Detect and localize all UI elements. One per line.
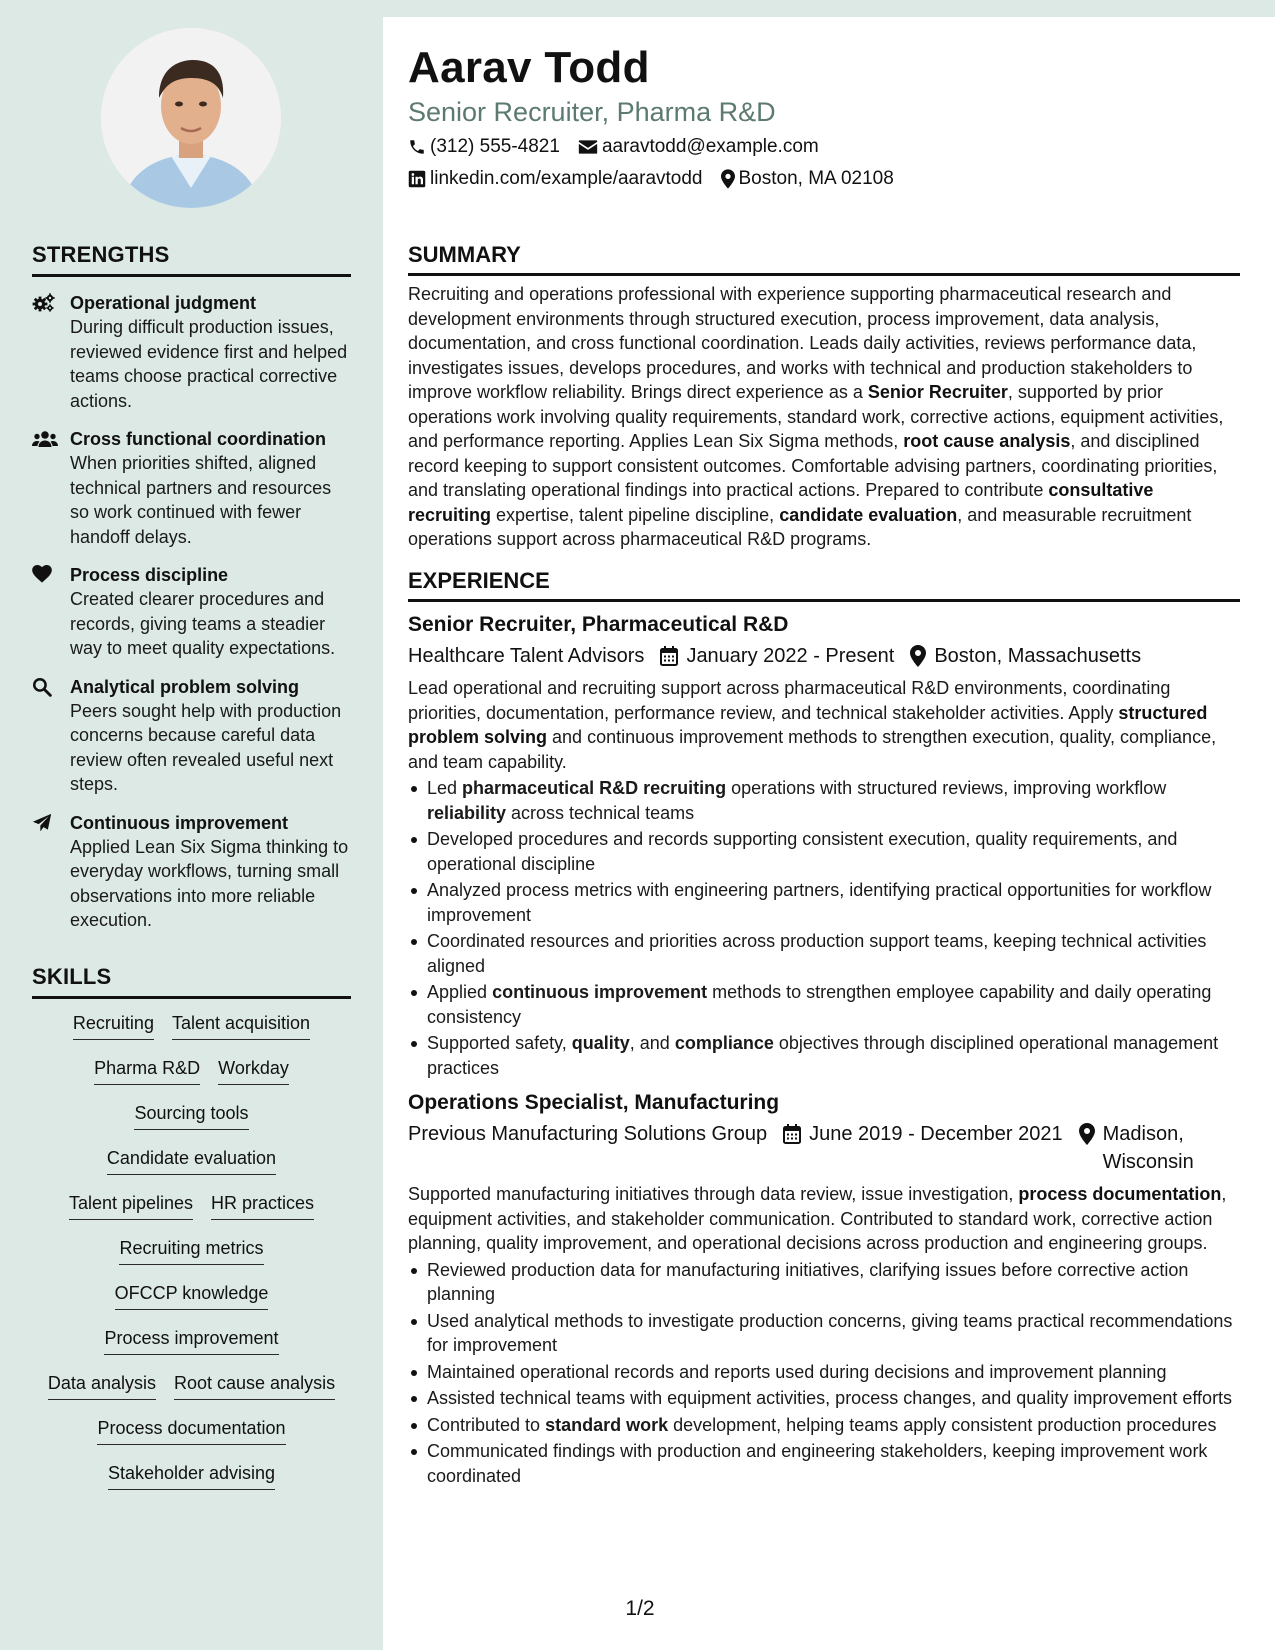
map-marker-icon bbox=[910, 645, 926, 667]
skill-row bbox=[32, 1191, 351, 1236]
resume-header bbox=[408, 40, 1240, 193]
job-dates-item bbox=[783, 1120, 1063, 1148]
strength-title: Operational judgment bbox=[70, 293, 257, 313]
calendar-icon bbox=[783, 1124, 801, 1144]
paper-plane-icon bbox=[32, 811, 70, 933]
skill-row bbox=[32, 1371, 351, 1416]
strength-desc: When priorities shifted, aligned technical partners and resources so work continued with fewer handoff delays. bbox=[70, 453, 332, 547]
strength-body bbox=[70, 427, 351, 549]
page-number: 1/2 bbox=[625, 1597, 655, 1620]
skill-tag: HR practices bbox=[211, 1191, 314, 1220]
job-entry bbox=[408, 610, 1240, 1080]
skill-tag: Pharma R&D bbox=[94, 1056, 200, 1085]
skill-row bbox=[32, 1146, 351, 1191]
strength-title: Process discipline bbox=[70, 565, 229, 585]
job-company: Previous Manufacturing Solutions Group bbox=[408, 1123, 768, 1145]
skills-section bbox=[32, 964, 351, 1506]
strength-desc: Peers sought help with production concerns because careful data review often revealed useful next steps. bbox=[70, 700, 342, 794]
skill-row bbox=[32, 1236, 351, 1281]
map-marker-icon bbox=[721, 169, 735, 189]
skill-tag: Data analysis bbox=[48, 1371, 156, 1400]
strength-desc: Created clearer procedures and records, giving teams a steadier way to meet quality expectations. bbox=[70, 589, 336, 658]
skill-tag: Workday bbox=[218, 1056, 289, 1085]
job-location: Madison, Wisconsin bbox=[1102, 1123, 1194, 1173]
skill-tag: Recruiting metrics bbox=[119, 1236, 263, 1265]
job-dates: June 2019 - December 2021 bbox=[809, 1123, 1063, 1145]
job-bullet: Maintained operational records and reports used during decisions and improvement planning bbox=[408, 1360, 1240, 1385]
skill-row bbox=[32, 1461, 351, 1506]
strength-body bbox=[70, 811, 351, 933]
job-bullet: Assisted technical teams with equipment activities, process changes, and quality improvement efforts bbox=[408, 1386, 1240, 1411]
candidate-name: Aarav Todd bbox=[408, 43, 650, 92]
job-dates: January 2022 - Present bbox=[686, 645, 895, 667]
skill-tag: Stakeholder advising bbox=[108, 1461, 275, 1490]
job-bullet: Led pharmaceutical R&D recruiting operations with structured reviews, improving workflow reliability across technical teams bbox=[408, 776, 1240, 825]
job-dates-item bbox=[660, 642, 894, 670]
skill-row bbox=[32, 1056, 351, 1101]
job-title: Operations Specialist, Manufacturing bbox=[408, 1091, 780, 1114]
phone-contact bbox=[408, 133, 560, 161]
location-contact bbox=[721, 165, 894, 193]
phone-icon bbox=[408, 138, 426, 156]
skills-heading: SKILLS bbox=[32, 964, 351, 999]
job-bullets bbox=[408, 776, 1240, 1080]
strength-item bbox=[32, 811, 351, 933]
job-location: Boston, Massachusetts bbox=[934, 645, 1142, 667]
job-bullet: Contributed to standard work development, helping teams apply consistent production procedures bbox=[408, 1413, 1240, 1438]
envelope-icon bbox=[578, 138, 598, 156]
job-entry bbox=[408, 1088, 1240, 1488]
strength-body bbox=[70, 675, 351, 797]
skill-row bbox=[32, 1416, 351, 1461]
candidate-role: Senior Recruiter, Pharma R&D bbox=[408, 97, 776, 127]
users-icon bbox=[32, 427, 70, 549]
job-intro: Lead operational and recruiting support across pharmaceutical R&D environments, coordinating priorities, documentation, performance review, and technical stakeholder activities. Apply structured problem solving and continuous improvement methods to strengthen execution, quality, compliance, and team capability. bbox=[408, 678, 1217, 772]
strength-item bbox=[32, 427, 351, 549]
location-text: Boston, MA 02108 bbox=[738, 168, 894, 189]
job-bullet: Coordinated resources and priorities across production support teams, keeping technical activities aligned bbox=[408, 929, 1240, 978]
strength-body bbox=[70, 291, 351, 413]
skill-row bbox=[32, 1101, 351, 1146]
job-company: Healthcare Talent Advisors bbox=[408, 645, 645, 667]
job-bullet: Applied continuous improvement methods to strengthen employee capability and daily operating consistency bbox=[408, 980, 1240, 1029]
job-bullet: Analyzed process metrics with engineering partners, identifying practical opportunities for workflow improvement bbox=[408, 878, 1240, 927]
email-contact[interactable] bbox=[578, 133, 819, 161]
experience-section bbox=[408, 568, 1240, 1490]
skill-tag: Talent acquisition bbox=[172, 1011, 310, 1040]
job-location-item bbox=[910, 642, 1141, 670]
summary-heading: SUMMARY bbox=[408, 242, 1240, 276]
strength-title: Continuous improvement bbox=[70, 812, 289, 833]
job-meta bbox=[408, 642, 1240, 670]
strength-desc: Applied Lean Six Sigma thinking to everyday workflows, turning small observations into more reliable execution. bbox=[70, 836, 349, 930]
experience-heading: EXPERIENCE bbox=[408, 568, 1240, 602]
strength-item bbox=[32, 291, 351, 413]
job-intro: Supported manufacturing initiatives through data review, issue investigation, process documentation, equipment activities, and stakeholder communication. Contributed to standard work, corrective action planning, quality improvement, and operational decisions across production and engineering groups. bbox=[408, 1184, 1227, 1253]
gears-icon bbox=[32, 291, 70, 413]
linkedin-text: linkedin.com/example/aaravtodd bbox=[430, 168, 703, 189]
job-title: Senior Recruiter, Pharmaceutical R&D bbox=[408, 613, 789, 636]
job-bullets bbox=[408, 1258, 1240, 1489]
job-bullet: Used analytical methods to investigate production concerns, giving teams practical recommendations for improvement bbox=[408, 1309, 1240, 1358]
job-bullet: Communicated findings with production and engineering stakeholders, keeping improvement work coordinated bbox=[408, 1439, 1240, 1488]
skill-row bbox=[32, 1326, 351, 1371]
calendar-icon bbox=[660, 646, 678, 666]
strength-title: Cross functional coordination bbox=[70, 429, 327, 449]
job-location-item bbox=[1079, 1120, 1199, 1176]
profile-photo bbox=[101, 28, 281, 208]
heart-icon bbox=[32, 563, 70, 661]
linkedin-icon bbox=[408, 170, 426, 188]
skill-tag: Talent pipelines bbox=[69, 1191, 193, 1220]
job-bullet: Developed procedures and records supporting consistent execution, quality requirements, and operational discipline bbox=[408, 827, 1240, 876]
summary-section bbox=[408, 242, 1240, 552]
skill-tag: Process improvement bbox=[104, 1326, 278, 1355]
job-meta bbox=[408, 1120, 1240, 1176]
summary-text: Recruiting and operations professional with experience supporting pharmaceutical research and development environments through structured execution, process improvement, data analysis, documentation, and cross functional coordination. Leads daily activities, reviews performance data, investigates issues, develops procedures, and works with technical and production stakeholders to improve workflow reliability. Brings direct experience as a Senior Recruiter, supported by prior operations work involving quality requirements, standard work, corrective actions, equipment activities, and performance reporting. Applies Lean Six Sigma methods, root cause analysis, and disciplined record keeping to support consistent outcomes. Comfortable advising partners, coordinating priorities, and translating operational findings into practical actions. Prepared to contribute consultative recruiting expertise, talent pipeline discipline, candidate evaluation, and measurable recruitment operations support across pharmaceutical R&D programs. bbox=[408, 284, 1224, 549]
search-icon bbox=[32, 675, 70, 797]
contact-line-2 bbox=[408, 165, 1240, 193]
strength-item bbox=[32, 563, 351, 661]
skill-tag: OFCCP knowledge bbox=[115, 1281, 269, 1310]
phone-text: (312) 555-4821 bbox=[430, 136, 560, 157]
job-bullet: Reviewed production data for manufacturing initiatives, clarifying issues before corrective action planning bbox=[408, 1258, 1240, 1307]
strength-title: Analytical problem solving bbox=[70, 676, 300, 697]
map-marker-icon bbox=[1079, 1123, 1095, 1145]
job-bullet: Supported safety, quality, and compliance objectives through disciplined operational management practices bbox=[408, 1031, 1240, 1080]
skill-row bbox=[32, 1011, 351, 1056]
skill-tag: Process documentation bbox=[97, 1416, 285, 1445]
strength-body bbox=[70, 563, 351, 661]
skill-row bbox=[32, 1281, 351, 1326]
strengths-heading: STRENGTHS bbox=[32, 242, 351, 277]
top-band bbox=[383, 0, 1275, 17]
skill-tag: Root cause analysis bbox=[174, 1371, 335, 1400]
skill-tag: Sourcing tools bbox=[134, 1101, 248, 1130]
skill-tag: Recruiting bbox=[73, 1011, 154, 1040]
strength-item bbox=[32, 675, 351, 797]
skill-tag: Candidate evaluation bbox=[107, 1146, 276, 1175]
strengths-section bbox=[32, 242, 351, 933]
linkedin-contact[interactable] bbox=[408, 165, 703, 193]
email-text: aaravtodd@example.com bbox=[601, 136, 819, 157]
strength-desc: During difficult production issues, reviewed evidence first and helped teams choose practical corrective actions. bbox=[70, 317, 348, 411]
contact-line-1 bbox=[408, 133, 1240, 161]
